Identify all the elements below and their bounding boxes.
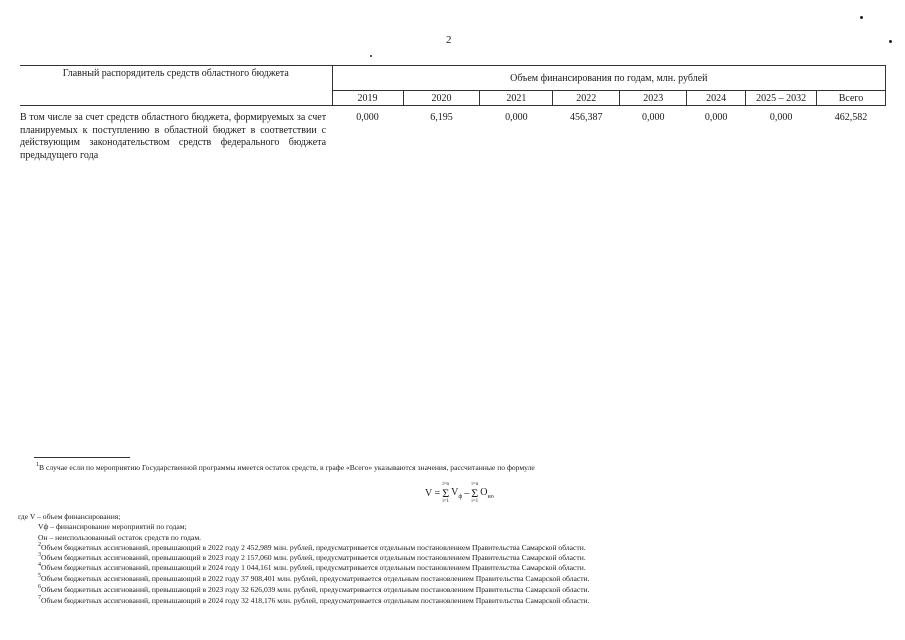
formula xyxy=(425,482,494,505)
footnote-marker: 1 xyxy=(36,462,39,468)
footnote-5: $^5$Объем бюджетных ассигнований, превышающий в 2022 году 37 908,401 млн. рублей, предусматривается отдельным постановлением Правительства Самарской области. xyxy=(38,573,590,583)
formula-vf-line: Vф – финансирование мероприятий по годам; xyxy=(38,522,187,531)
cell-value: 0,000 xyxy=(641,112,665,123)
formula-on-line: Oн – неиспользованный остаток средств по годам. xyxy=(38,533,202,542)
formula-term-2: $O_{нo}$ xyxy=(480,487,494,500)
budget-table xyxy=(20,65,886,163)
year-header: 2022 xyxy=(553,91,620,106)
footnote-4: $^4$Объем бюджетных ассигнований, превышающий в 2024 году 1 044,161 млн. рублей, предусматривается отдельным постановлением Правительства Самарской области. xyxy=(38,562,586,572)
formula-where-line: где V – объем финансирования; xyxy=(18,512,121,521)
cell-value: 0,000 xyxy=(356,112,379,123)
year-header: 2023 xyxy=(620,91,687,106)
cell-value: 456,387 xyxy=(570,112,603,123)
sum-upper-limit: i=n xyxy=(471,482,479,487)
header-distributor: Главный распорядитель средств областного бюджета xyxy=(20,66,332,106)
cell-value: 0,000 xyxy=(704,112,728,123)
cell-value: 0,000 xyxy=(505,112,528,123)
footnote-separator xyxy=(34,457,130,458)
year-header: 2020 xyxy=(403,91,480,106)
footnote-2: $^2$Объем бюджетных ассигнований, превышающий в 2022 году 2 452,989 млн. рублей, предусматривается отдельным постановлением Правительства Самарской области. xyxy=(38,542,586,552)
year-header: 2025 – 2032 xyxy=(746,91,817,106)
scan-speck xyxy=(860,16,863,19)
footnote-7: $^7$Объем бюджетных ассигнований, превышающий в 2024 году 32 418,176 млн. рублей, предусматривается отдельным постановлением Правительства Самарской области. xyxy=(38,595,590,605)
year-header: 2021 xyxy=(480,91,553,106)
sum-symbol: i=n Σ i=1 xyxy=(442,482,450,504)
cell-total: 462,582 xyxy=(834,112,868,123)
cell-value: 6,195 xyxy=(430,112,453,123)
sum-lower-limit: i=1 xyxy=(471,499,479,504)
page-number: 2 xyxy=(446,34,452,46)
year-header: 2019 xyxy=(332,91,403,106)
footnote-text: В случае если по мероприятию Государственной программы имеется остаток средств, в графе «Всего» указываются значения, рассчитанные по формуле xyxy=(39,463,535,472)
scan-speck xyxy=(889,40,892,43)
year-header: 2024 xyxy=(687,91,746,106)
header-financing: Объем финансирования по годам, млн. рублей xyxy=(332,66,885,91)
formula-lhs: V = xyxy=(425,488,441,499)
sum-upper-limit: i=n xyxy=(442,482,450,487)
footnote-3: $^3$Объем бюджетных ассигнований, превышающий в 2023 году 2 157,060 млн. рублей, предусматривается отдельным постановлением Правительства Самарской области. xyxy=(38,552,586,562)
footnote-6: $^6$Объем бюджетных ассигнований, превышающий в 2023 году 32 626,039 млн. рублей, предусматривается отдельным постановлением Правительства Самарской области. xyxy=(38,584,590,594)
total-header: Всего xyxy=(817,91,886,106)
formula-minus: – xyxy=(464,488,470,499)
sum-lower-limit: i=1 xyxy=(442,499,450,504)
sum-symbol: i=n Σ i=1 xyxy=(471,482,479,504)
cell-value: 0,000 xyxy=(769,112,793,123)
footnote-1 xyxy=(36,463,535,472)
scan-speck xyxy=(370,55,372,57)
row-label: В том числе за счет средств областного бюджета, формируемых за счет планируемых к поступлению в областной бюджет в соответствии с действующим законодательством средств федерального бюджета предыдущего года xyxy=(20,112,327,161)
table-row xyxy=(20,106,886,164)
formula-term-1: $V_ф$ xyxy=(451,487,463,500)
